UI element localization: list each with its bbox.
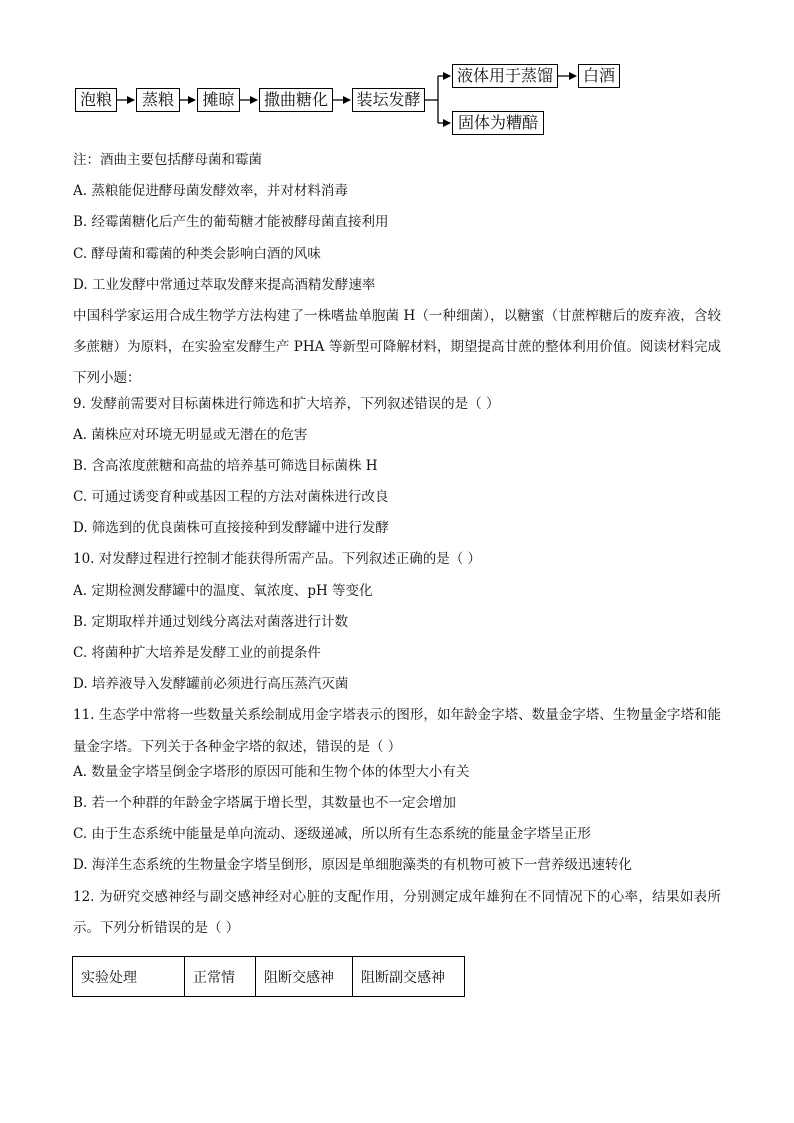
flow-step-ferment: 装坛发酵 (352, 88, 425, 112)
flowchart-arrows (0, 0, 794, 150)
table-header-cell: 正常情 (185, 957, 256, 997)
flow-step-cool: 摊晾 (197, 88, 240, 112)
q9-option-b: B. 含高浓度蔗糖和高盐的培养基可筛选目标菌株 H (73, 457, 378, 474)
q8-option-c: C. 酵母菌和霉菌的种类会影响白酒的风味 (73, 245, 321, 262)
q9-stem: 9. 发酵前需要对目标菌株进行筛选和扩大培养，下列叙述错误的是（ ） (73, 395, 500, 412)
q8-option-b: B. 经霉菌糖化后产生的葡萄糖才能被酵母菌直接利用 (73, 214, 389, 231)
q8-option-a: A. 蒸粮能促进酵母菌发酵效率，并对材料消毒 (73, 183, 348, 200)
heart-rate-table (72, 956, 465, 997)
flow-branch-liquid: 液体用于蒸馏 (452, 64, 558, 88)
flow-branch-solid: 固体为糟醅 (452, 111, 544, 135)
q10-option-b: B. 定期取样并通过划线分离法对菌落进行计数 (73, 613, 349, 630)
table-header-cell: 阻断副交感神 (353, 957, 465, 997)
reading-passage: 中国科学家运用合成生物学方法构建了一株嗜盐单胞菌 H（一种细菌），以糖蜜（甘蔗榨糖后的废弃液，含较多蔗糖）为原料，在实验室发酵生产 PHA 等新型可降解材料，期望提高甘蔗的整体利用价值。阅读材料完成下列小题： (73, 307, 721, 387)
flow-step-saccharify: 撒曲糖化 (259, 88, 333, 112)
q11-option-a: A. 数量金字塔呈倒金字塔形的原因可能和生物个体的体型大小有关 (73, 763, 470, 780)
q10-option-d: D. 培养液导入发酵罐前必须进行高压蒸汽灭菌 (73, 676, 349, 693)
q9-option-a: A. 菌株应对环境无明显或无潜在的危害 (73, 426, 308, 443)
q12-stem: 12. 为研究交感神经与副交感神经对心脏的支配作用，分别测定成年雄狗在不同情况下的心率，结果如表所示。下列分析错误的是（ ） (73, 888, 721, 936)
note-text: 注：酒曲主要包括酵母菌和霉菌 (73, 152, 262, 168)
fermentation-flowchart (0, 0, 794, 150)
flow-step-soak: 泡粮 (75, 88, 117, 112)
q9-option-c: C. 可通过诱变育种或基因工程的方法对菌株进行改良 (73, 489, 389, 506)
q11-option-c: C. 由于生态系统中能量是单向流动、逐级递减，所以所有生态系统的能量金字塔呈正形 (73, 826, 591, 843)
table-header-row (73, 957, 465, 997)
q10-stem: 10. 对发酵过程进行控制才能获得所需产品。下列叙述正确的是（ ） (73, 551, 482, 568)
table-header-cell: 阻断交感神 (256, 957, 353, 997)
q11-option-b: B. 若一个种群的年龄金字塔属于增长型，其数量也不一定会增加 (73, 795, 457, 812)
q8-option-d: D. 工业发酵中常通过萃取发酵来提高酒精发酵速率 (73, 276, 376, 293)
q10-option-c: C. 将菌种扩大培养是发酵工业的前提条件 (73, 645, 321, 662)
question-content (73, 148, 721, 944)
q10-option-a: A. 定期检测发酵罐中的温度、氧浓度、pH 等变化 (73, 582, 373, 599)
table-header-cell: 实验处理 (73, 957, 185, 997)
flow-step-steam: 蒸粮 (136, 88, 180, 112)
q11-stem: 11. 生态学中常将一些数量关系绘制成用金字塔表示的图形，如年龄金字塔、数量金字塔、生物量金字塔和能量金字塔。下列关于各种金字塔的叙述，错误的是（ ） (73, 707, 721, 755)
flow-result-liquor: 白酒 (578, 64, 620, 88)
q9-option-d: D. 筛选到的优良菌株可直接接种到发酵罐中进行发酵 (73, 520, 389, 537)
q11-option-d: D. 海洋生态系统的生物量金字塔呈倒形，原因是单细胞藻类的有机物可被下一营养级迅速转化 (73, 857, 632, 874)
